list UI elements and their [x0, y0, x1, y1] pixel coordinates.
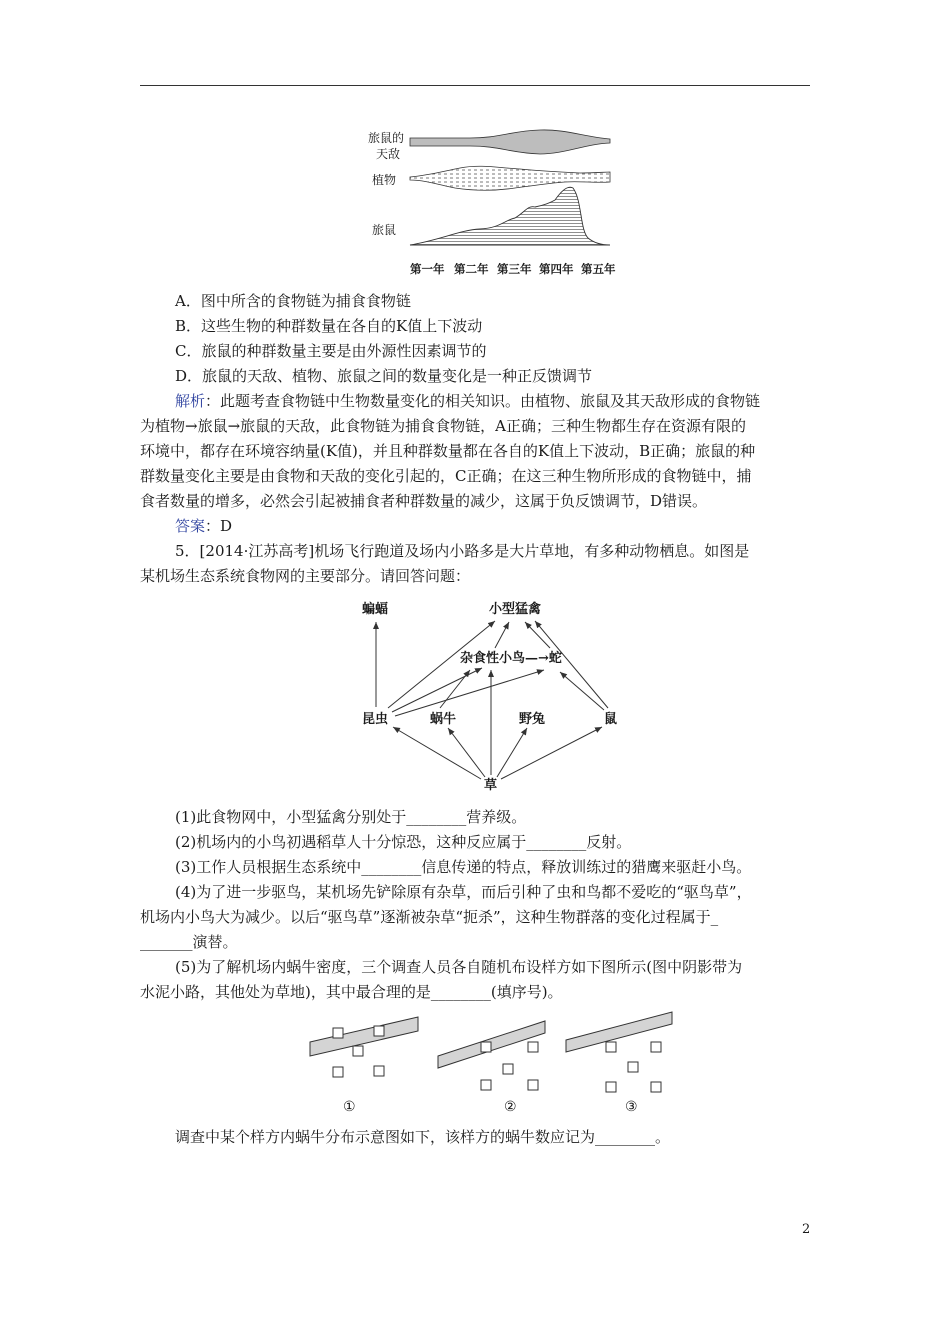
q5-intro-1: 5．[2014·江苏高考]机场飞行跑道及场内小路多是大片草地，有多种动物栖息。如图是: [175, 542, 750, 560]
q5-last-line: 调查中某个样方内蜗牛分布示意图如下，该样方的蜗牛数应记为________。: [175, 1128, 671, 1146]
analysis-line-2: 为植物→旅鼠→旅鼠的天敌，此食物链为捕食食物链，A正确；三种生物都生存在资源有限的: [140, 417, 746, 435]
year-4: 第四年: [539, 262, 574, 276]
analysis-text-1: ：此题考查食物链中生物数量变化的相关知识。由植物、旅鼠及其天敌形成的食物链: [205, 392, 761, 410]
q5-sub-3: (3)工作人员根据生态系统中________信息传递的特点，释放训练过的猎鹰来驱赶小鸟。: [175, 858, 752, 876]
option-d: D．旅鼠的天敌、植物、旅鼠之间的数量变化是一种正反馈调节: [175, 367, 593, 385]
q5-intro-2: 某机场生态系统食物网的主要部分。请回答问题：: [140, 567, 471, 585]
plot-3a: [606, 1042, 616, 1052]
plot-1c: [353, 1046, 363, 1056]
year-3: 第三年: [497, 262, 532, 276]
q5-sub-4-cont: 机场内小鸟大为减少。以后“驱鸟草”逐渐被杂草“扼杀”，这种生物群落的变化过程属于_: [140, 908, 719, 926]
q5-sub-5-cont: 水泥小路，其他处为草地)，其中最合理的是________(填序号)。: [140, 983, 563, 1001]
plot-1d: [333, 1067, 343, 1077]
q5-sub-4-end: _______演替。: [140, 933, 238, 951]
node-snail: 蜗牛: [430, 712, 457, 727]
analysis-line-4: 群数量变化主要是由食物和天敌的变化引起的，C正确；在这三种生物所形成的食物链中，捕: [140, 467, 752, 485]
sample-label-2: ②: [504, 1099, 517, 1115]
q5-sub-5: (5)为了解机场内蜗牛密度，三个调查人员各自随机布设样方如下图所示(图中阴影带为: [175, 958, 743, 976]
node-hare: 野兔: [519, 712, 546, 727]
analysis-label: 解析: [175, 392, 206, 410]
plot-1b: [374, 1026, 384, 1036]
plot-2d: [481, 1080, 491, 1090]
plot-2b: [528, 1042, 538, 1052]
answer-value: ：D: [205, 517, 233, 535]
q5-sub-1: (1)此食物网中，小型猛禽分别处于________营养级。: [175, 808, 527, 826]
plot-3d: [606, 1082, 616, 1092]
fig1-label-enemy-1: 旅鼠的: [368, 131, 405, 145]
option-c: C．旅鼠的种群数量主要是由外源性因素调节的: [175, 342, 487, 360]
year-1: 第一年: [410, 262, 445, 276]
plot-2e: [528, 1080, 538, 1090]
road-1: [310, 1017, 418, 1056]
sample-label-1: ①: [343, 1099, 356, 1115]
q5-sub-2: (2)机场内的小鸟初遇稻草人十分惊恐，这种反应属于________反射。: [175, 833, 632, 851]
plot-3c: [628, 1062, 638, 1072]
fig1-label-lemming: 旅鼠: [372, 223, 397, 237]
node-bird-snake: 杂食性小鸟—→蛇: [460, 651, 562, 666]
node-bat: 蝙蝠: [362, 602, 389, 617]
analysis-line-3: 环境中，都存在环境容纳量(K值)，并且种群数量都在各自的K值上下波动，B正确；旅鼠的种: [140, 442, 756, 460]
analysis-line-5: 食者数量的增多，必然会引起被捕食者种群数量的减少，这属于负反馈调节，D错误。: [140, 492, 708, 510]
q5-sub-4: (4)为了进一步驱鸟，某机场先铲除原有杂草，而后引种了虫和鸟都不爱吃的“驱鸟草”，: [175, 883, 752, 901]
option-b: B．这些生物的种群数量在各自的K值上下波动: [175, 317, 483, 335]
node-grass: 草: [484, 778, 498, 793]
page-number: 2: [802, 1222, 811, 1237]
fig1-label-enemy-2: 天敌: [376, 147, 401, 161]
node-raptor: 小型猛禽: [489, 602, 542, 617]
node-mouse: 鼠: [604, 712, 618, 727]
plot-1a: [333, 1028, 343, 1038]
sample-label-3: ③: [625, 1099, 638, 1115]
plot-1e: [374, 1066, 384, 1076]
fig1-label-plant: 植物: [372, 173, 397, 187]
plot-2a: [481, 1042, 491, 1052]
year-5: 第五年: [581, 262, 616, 276]
plot-2c: [503, 1064, 513, 1074]
plot-3b: [651, 1042, 661, 1052]
node-insect: 昆虫: [362, 712, 389, 727]
option-a: A．图中所含的食物链为捕食食物链: [175, 292, 411, 310]
year-2: 第二年: [454, 262, 489, 276]
plot-3e: [651, 1082, 661, 1092]
answer-label: 答案: [175, 517, 206, 535]
